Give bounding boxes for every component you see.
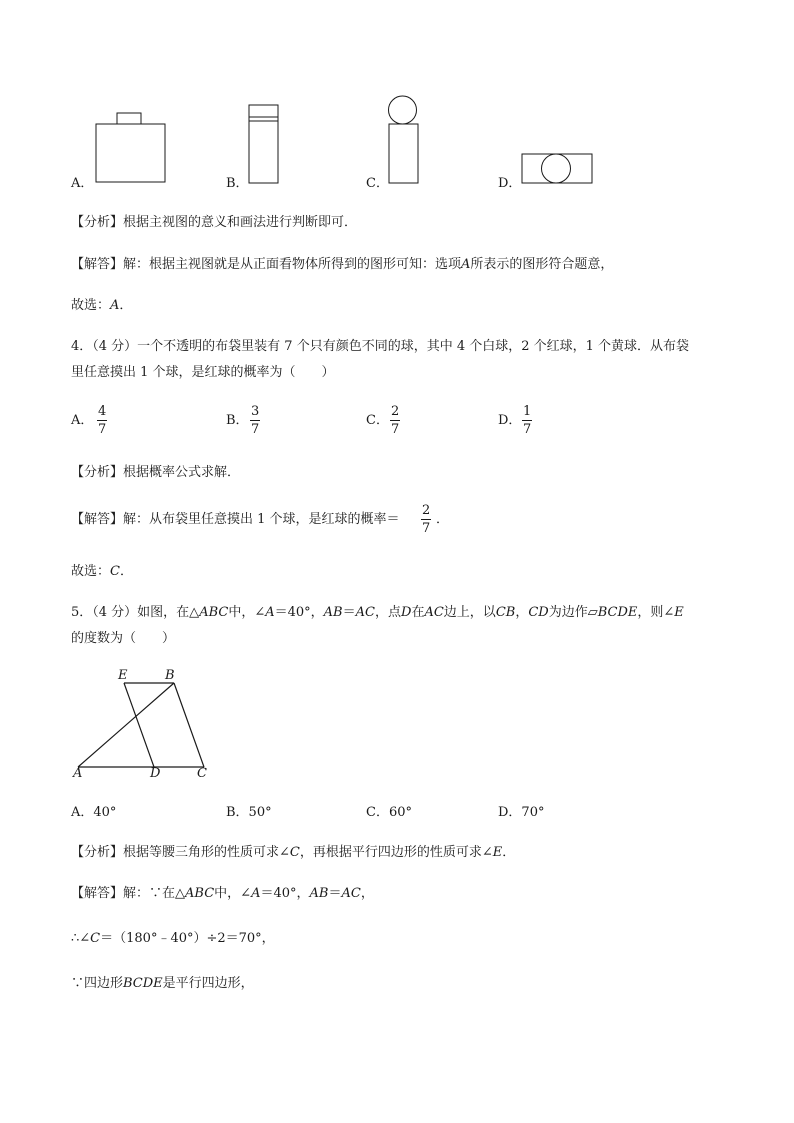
stem-text: 在 [411,605,425,620]
fraction-numerator: 1 [523,404,532,419]
analysis-text: 根据等腰三角形的性质可求∠ [123,845,290,860]
choice-answer: A [110,298,120,313]
fraction-bar [522,420,532,421]
q5-geometry-figure [70,666,220,782]
stem-var: AC [424,605,444,620]
fraction-denominator: 7 [391,422,400,437]
analysis-tag: 【分析】 [71,465,124,480]
solution-text: 是平行四边形， [162,976,254,991]
q5-solution-line3 [71,977,254,990]
segment-ab [78,683,174,767]
stem-var: AB [323,605,343,620]
segment-ed [124,683,154,767]
stem-text: 为边作▱ [548,605,598,620]
analysis-text: 根据主视图的意义和画法进行判断即可． [123,215,358,230]
fraction-denominator: 7 [98,422,107,437]
analysis-var: C [289,845,300,860]
stem-text: 中，∠ [228,605,266,620]
solution-var: C [90,931,101,946]
analysis-tag: 【分析】 [71,215,124,230]
choice-prefix: 故选： [71,298,111,313]
solution-text: 解：根据主视图就是从正面看物体所得到的图形可知：选项 [123,257,462,272]
fraction-bar [390,420,400,421]
fraction-bar [97,420,107,421]
solution-text: 解：从布袋里任意摸出 1 个球，是红球的概率＝ [123,512,400,527]
point-label-d [150,767,160,780]
q5-option-c: C．60° [366,805,412,820]
solution-text: ∵四边形 [71,976,124,991]
q4-option-c-fraction [390,405,400,436]
q3-option-d-figure [521,153,593,185]
stem-var: ABC [199,605,229,620]
analysis-text: 根据概率公式求解． [123,465,241,480]
label-text: A [73,766,83,781]
stem-var: A [265,605,275,620]
q5-stem-line2: 的度数为（ ） [71,631,176,646]
solution-var: ABC [185,886,215,901]
q4-analysis [71,466,240,479]
solution-text: 解：∵在△ [123,886,186,901]
solution-text: ＝40°， [260,886,310,901]
q5-option-a: A．40° [71,805,117,820]
q4-option-c-label: C． [366,413,389,428]
stem-text: ，点 [374,605,401,620]
stem-text: 边上，以 [443,605,496,620]
fraction-numerator: 2 [422,503,431,518]
q4-option-d-fraction [522,405,532,436]
stem-text: ＝ [342,605,356,620]
q3-choice [71,299,132,312]
fraction-numerator: 3 [251,404,260,419]
q5-solution-line2 [71,932,275,945]
q3-solution [71,258,613,271]
fraction-bar [250,420,260,421]
q4-option-b-fraction [250,405,260,436]
stem-text: ， [515,605,529,620]
q3-option-a-label: A． [71,176,94,191]
q4-stem-line2: 里任意摸出 1 个球，是红球的概率为（ ） [71,365,335,380]
analysis-var: E [492,845,503,860]
q4-option-a-fraction [97,405,107,436]
stem-text: ＝40°， [274,605,324,620]
analysis-tag: 【分析】 [71,845,124,860]
point-label-b [165,669,175,682]
solution-var: AB [309,886,329,901]
fraction-numerator: 2 [391,404,400,419]
choice-suffix: ． [119,564,133,579]
solution-var: AC [341,886,361,901]
fraction-denominator: 7 [523,422,532,437]
label-text: D [150,766,161,781]
stem-var: CD [528,605,549,620]
q3-option-b-label: B． [226,176,249,191]
q4-option-a-label: A． [71,413,94,428]
fraction-denominator: 7 [422,521,431,536]
q3-option-b-figure [248,104,280,186]
solution-text: ， [360,886,374,901]
q4-solution [71,513,400,526]
point-label-c [197,767,207,780]
fraction-bar [421,519,431,520]
q4-stem-line1: 4．（4 分）一个不透明的布袋里装有 7 个只有颜色不同的球，其中 4 个白球，2 个红球，1 个黄球．从布袋 [71,339,690,354]
fraction-denominator: 7 [251,422,260,437]
q5-option-b: B．50° [226,805,272,820]
q3-option-c-label: C． [366,176,389,191]
stem-text: 5．（4 分）如图，在△ [71,605,200,620]
label-text: E [118,668,128,683]
q3-option-d-label: D． [498,176,522,191]
q5-option-d: D．70° [498,805,545,820]
choice-answer: C [110,564,120,579]
label-text: B [165,668,175,683]
q4-choice [71,565,133,578]
point-label-a [73,767,82,780]
q4-solution-fraction [421,504,431,535]
solution-text: ＝ [328,886,342,901]
stem-var: E [674,605,684,620]
segment-bc [174,683,204,767]
solution-var: A [461,257,471,272]
q3-analysis [71,216,357,229]
solution-var: BCDE [123,976,163,991]
solution-text: ＝（180°﹣40°）÷2＝70°， [100,931,275,946]
solution-tag: 【解答】 [71,886,124,901]
q5-stem-line1 [71,606,684,619]
q4-solution-end: ． [436,512,450,527]
choice-prefix: 故选： [71,564,111,579]
fraction-numerator: 4 [98,404,107,419]
solution-text-2: 所表示的图形符合题意， [470,257,614,272]
stem-var: AC [355,605,375,620]
analysis-text: ，再根据平行四边形的性质可求∠ [299,845,493,860]
q3-option-c-figure [387,95,419,186]
q5-solution-line1 [71,887,374,900]
solution-tag: 【解答】 [71,512,124,527]
point-label-e [118,669,128,682]
label-text: C [197,766,207,781]
q5-analysis [71,846,515,859]
stem-var: CB [495,605,516,620]
solution-text: ∴∠ [71,931,91,946]
choice-suffix: ． [119,298,133,313]
stem-var: D [401,605,412,620]
stem-text: ，则∠ [637,605,675,620]
q4-option-d-label: D． [498,413,522,428]
solution-var: A [251,886,261,901]
solution-tag: 【解答】 [71,257,124,272]
q3-option-a-figure [95,112,167,184]
stem-var: BCDE [597,605,638,620]
solution-text: 中，∠ [214,886,252,901]
analysis-text: ． [502,845,516,860]
q4-option-b-label: B． [226,413,249,428]
